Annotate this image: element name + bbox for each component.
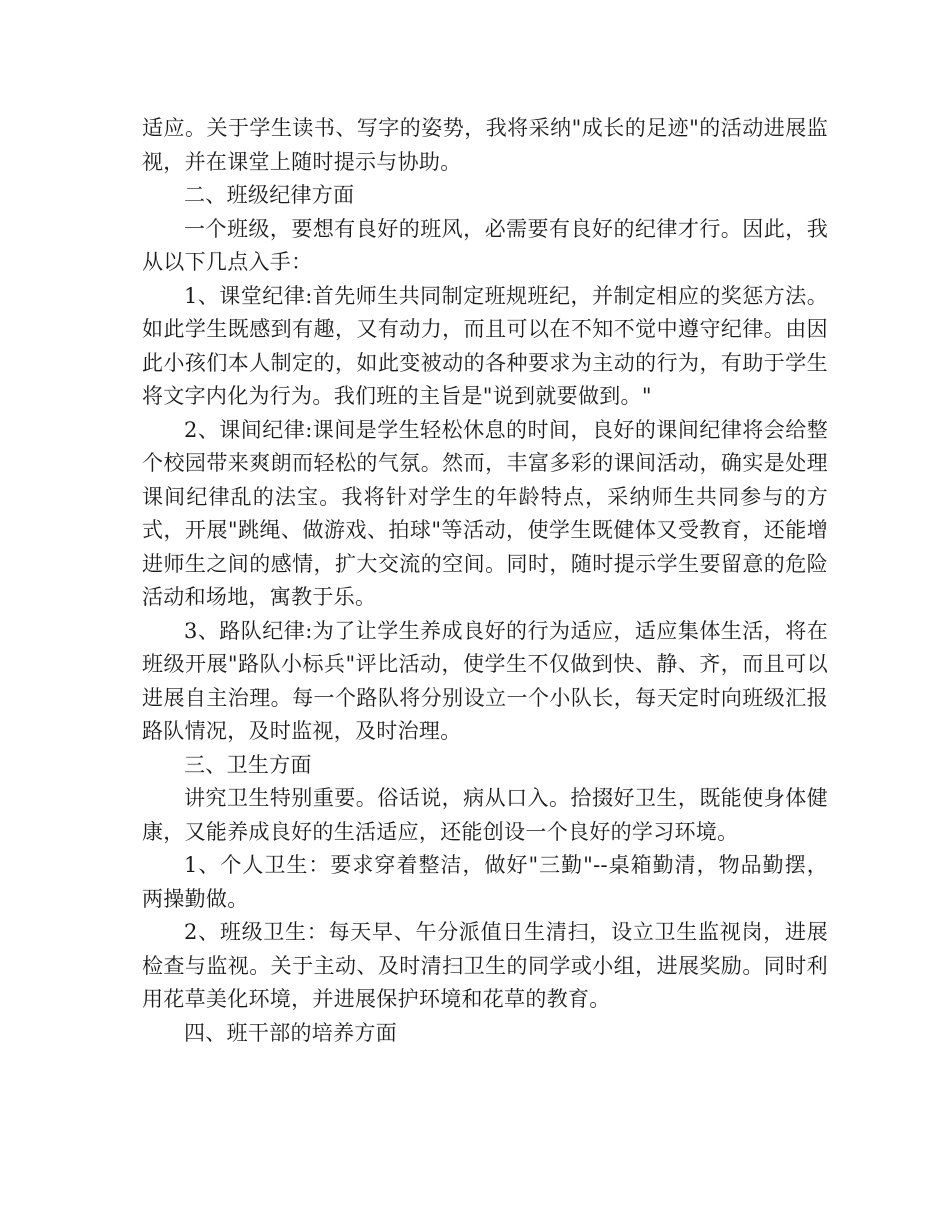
paragraph-personal-hygiene: 1、个人卫生：要求穿着整洁，做好"三勤"--桌箱勤清，物品勤摆，两操勤做。	[142, 853, 828, 911]
section-heading-hygiene: 三、卫生方面	[184, 752, 312, 777]
paragraph-hygiene-intro: 讲究卫生特别重要。俗话说，病从口入。拾掇好卫生，既能使身体健康，又能养成良好的生活适应，还能创设一个良好的学习环境。	[142, 786, 828, 844]
paragraph-break-discipline: 2、课间纪律:课间是学生轻松休息的时间，良好的课间纪律将会给整个校园带来爽朗而轻松的气氛。然而，丰富多彩的课间活动，确实是处理课间纪律乱的法宝。我将针对学生的年龄特点，采纳师生共同参与的方式，开展"跳绳、做游戏、拍球"等活动，使学生既健体又受教育，还能增进师生之间的感情，扩大交流的空间。同时，随时提示学生要留意的危险活动和场地，寓教于乐。	[142, 417, 828, 609]
paragraph-class-hygiene: 2、班级卫生：每天早、午分派值日生清扫，设立卫生监视岗，进展检查与监视。关于主动、及时清扫卫生的同学或小组，进展奖励。同时利用花草美化环境，并进展保护环境和花草的教育。	[142, 920, 828, 1011]
paragraph-queue-discipline: 3、路队纪律:为了让学生养成良好的行为适应，适应集体生活，将在班级开展"路队小标兵"评比活动，使学生不仅做到快、静、齐，而且可以进展自主治理。每一个路队将分别设立一个小队长，每天定时向班级汇报路队情况，及时监视，及时治理。	[142, 618, 828, 743]
section-heading-class-discipline: 二、班级纪律方面	[184, 183, 355, 207]
document-body	[142, 112, 828, 1050]
paragraph-discipline-intro: 一个班级，要想有良好的班风，必需要有良好的纪律才行。因此，我从以下几点入手：	[142, 216, 828, 274]
paragraph-continuation: 适应。关于学生读书、写字的姿势，我将采纳"成长的足迹"的活动进展监视，并在课堂上随时提示与协助。	[142, 116, 828, 174]
section-heading-class-cadre: 四、班干部的培养方面	[184, 1020, 397, 1045]
paragraph-classroom-discipline: 1、课堂纪律:首先师生共同制定班规班纪，并制定相应的奖惩方法。如此学生既感到有趣，又有动力，而且可以在不知不觉中遵守纪律。由因此小孩们本人制定的，如此变被动的各种要求为主动的行为，有助于学生将文字内化为行为。我们班的主旨是"说到就要做到。"	[142, 283, 828, 408]
